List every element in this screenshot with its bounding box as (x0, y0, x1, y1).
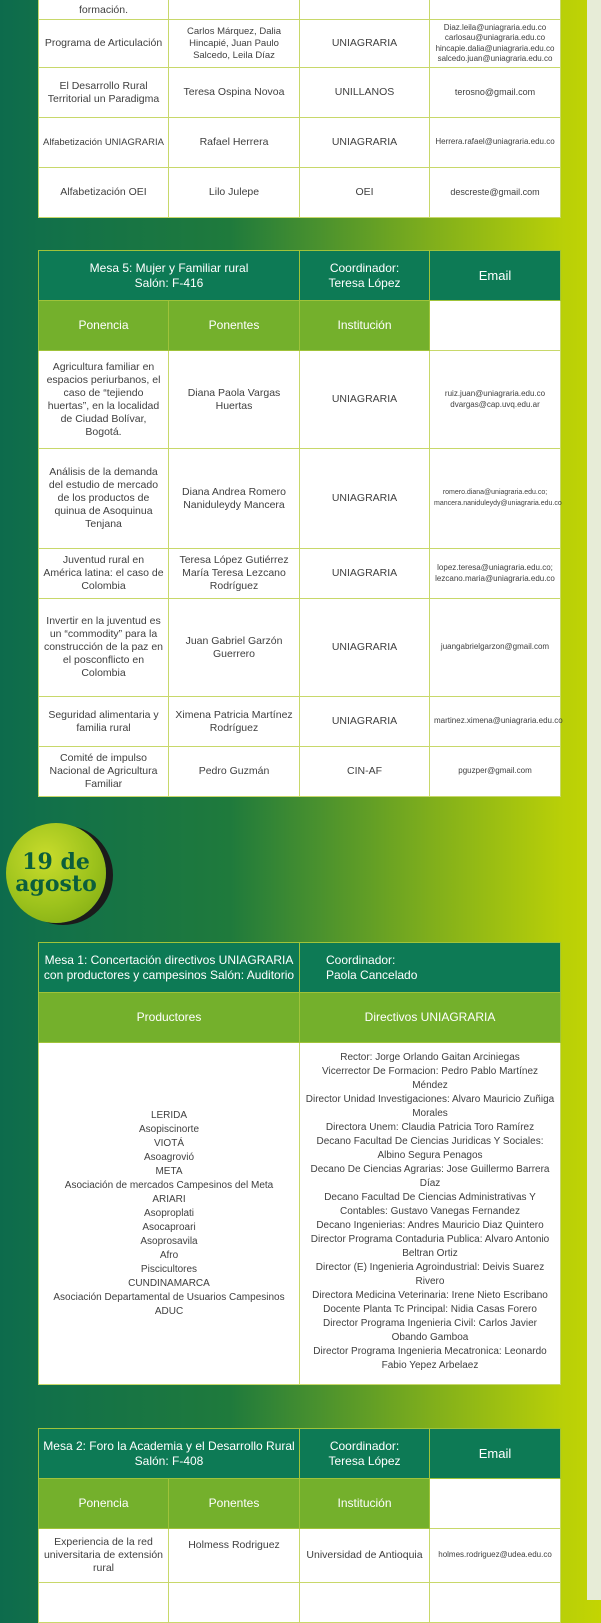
institucion-cell: UNIAGRARIA (300, 351, 430, 449)
institucion-cell (300, 0, 430, 20)
email-header: Email (430, 1429, 561, 1479)
ponencia-cell: Análisis de la demanda del estudio de mercado de los productos de quinua de Asoquinua Tenjana (39, 449, 169, 549)
table-row (39, 449, 561, 549)
table-row (39, 20, 561, 68)
table-row (39, 549, 561, 599)
list-item: Directora Medicina Veterinaria: Irene Nieto Escribano (312, 1290, 548, 1301)
table-row (39, 1529, 561, 1583)
table-row (39, 68, 561, 118)
email-cell: terosno@gmail.com (430, 68, 561, 118)
list-item: Afro (159, 1249, 179, 1261)
table-row (39, 168, 561, 218)
institucion-cell: UNIAGRARIA (300, 118, 430, 168)
ponentes-cell: Juan Gabriel Garzón Guerrero (169, 599, 300, 697)
table-row (39, 351, 561, 449)
col-productores: Productores (39, 993, 300, 1043)
email-header: Email (430, 251, 561, 301)
email-cell (430, 0, 561, 20)
email-cell: lopez.teresa@uniagraria.edu.co; lezcano.maria@uniagraria.edu.co (430, 549, 561, 599)
coordinator-label: Coordinador: (329, 260, 400, 275)
ponentes-cell: Rafael Herrera (169, 118, 300, 168)
list-item: Director Programa Contaduria Publica: Alvaro Antonio Beltran Ortiz (310, 1234, 550, 1259)
list-item: Piscicultores (140, 1263, 198, 1275)
mesa1-coordinator-cell (300, 943, 561, 993)
list-item: Director Unidad Investigaciones: Alvaro Mauricio Zuñiga Morales (305, 1094, 555, 1119)
mesa1-column-headers (39, 993, 561, 1043)
email-cell: ruiz.juan@uniagraria.edu.co dvargas@cap.uvq.edu.ar (430, 351, 561, 449)
mesa1-header-row (39, 943, 561, 993)
list-item: Decano De Ciencias Agrarias: Jose Guillermo Barrera Díaz (310, 1164, 550, 1189)
list-item: ADUC (154, 1305, 184, 1317)
email-cell: pguzper@gmail.com (430, 747, 561, 797)
list-item: Rector: Jorge Orlando Gaitan Arciniegas (340, 1052, 520, 1063)
email-cell: descreste@gmail.com (430, 168, 561, 218)
ponencia-cell: Alfabetización OEI (39, 168, 169, 218)
table-row (39, 697, 561, 747)
ponentes-cell: Ximena Patricia Martínez Rodríguez (169, 697, 300, 747)
col-ponencia: Ponencia (39, 301, 169, 351)
ponentes-cell: Lilo Julepe (169, 168, 300, 218)
email-cell: martinez.ximena@uniagraria.edu.co (430, 697, 561, 747)
mesa5-table (38, 250, 561, 797)
mesa5-header-row (39, 251, 561, 301)
mesa5-column-headers (39, 301, 561, 351)
institucion-cell: UNIAGRARIA (300, 449, 430, 549)
col-ponencia: Ponencia (39, 1479, 169, 1529)
list-item: META (155, 1165, 183, 1177)
productores-list (39, 1043, 300, 1385)
ponencia-cell: Experiencia de la red universitaria de extensión rural (39, 1529, 169, 1583)
table-row (39, 747, 561, 797)
coordinator-label: Coordinador: (329, 1438, 400, 1453)
ponencia-cell: formación. (39, 0, 169, 20)
institucion-cell: Universidad de Antioquia (300, 1529, 430, 1583)
ponentes-cell: Pedro Guzmán (169, 747, 300, 797)
ponentes-cell: Diana Andrea Romero Naniduleydy Mancera (169, 449, 300, 549)
list-item: Decano Facultad De Ciencias Administrativas Y Contables: Gustavo Vanegas Fernandez (324, 1192, 536, 1217)
ponentes-cell: Carlos Márquez, Dalia Hincapié, Juan Paulo Salcedo, Leila Díaz (169, 20, 300, 68)
ponencia-cell: Comité de impulso Nacional de Agricultura Familiar (39, 747, 169, 797)
page-right-edge (587, 0, 601, 1600)
institucion-cell (300, 1583, 430, 1623)
ponencia-cell: Agricultura familiar en espacios periurbanos, el caso de “tejiendo huertas”, en la localidad de Ciudad Bolívar, Bogotá. (39, 351, 169, 449)
ponentes-cell: Holmess Rodriguez (169, 1529, 300, 1583)
list-item: Vicerrector De Formacion: Pedro Pablo Martínez Méndez (321, 1066, 538, 1091)
list-item: Asopiscinorte (138, 1123, 200, 1135)
list-item: Asociación de mercados Campesinos del Meta (64, 1179, 274, 1191)
col-institucion: Institución (300, 1479, 430, 1529)
ponentes-cell: Teresa López Gutiérrez María Teresa Lezcano Rodríguez (169, 549, 300, 599)
list-item: Decano Facultad De Ciencias Juridicas Y Sociales: Albino Segura Penagos (316, 1136, 544, 1161)
mesa5-coordinator-cell (300, 251, 430, 301)
table-top-continuation (38, 0, 561, 218)
institucion-cell: UNIAGRARIA (300, 697, 430, 747)
mesa2-header-row (39, 1429, 561, 1479)
list-item: Decano Ingenierias: Andres Mauricio Diaz Quintero (316, 1220, 544, 1231)
col-ponentes: Ponentes (169, 1479, 300, 1529)
col-ponentes: Ponentes (169, 301, 300, 351)
list-item: Director Programa Ingenieria Mecatronica: Leonardo Fabio Yepez Arbelaez (313, 1346, 547, 1371)
ponencia-cell: Alfabetización UNIAGRARIA (39, 118, 169, 168)
ponentes-cell (169, 1583, 300, 1623)
institucion-cell: CIN-AF (300, 747, 430, 797)
table-row (39, 118, 561, 168)
ponentes-cell: Teresa Ospina Novoa (169, 68, 300, 118)
list-item: Asoagrovió (143, 1151, 195, 1163)
email-cell: Diaz.leila@uniagraria.edu.co carlosau@uniagraria.edu.co hincapie.dalia@uniagraria.edu.co salcedo.juan@uniagraria.edu.co (430, 20, 561, 68)
date-badge-line1: 19 de (22, 849, 90, 875)
date-badge-line2: agosto (15, 871, 97, 897)
ponencia-cell: Seguridad alimentaria y familia rural (39, 697, 169, 747)
list-item: VIOTÁ (153, 1137, 184, 1149)
coordinator-name: Paola Cancelado (326, 967, 418, 982)
mesa5-salon: Salón: F-416 (134, 275, 204, 290)
coordinator-name: Teresa López (328, 1453, 401, 1468)
list-item: Asocaproari (142, 1221, 196, 1233)
list-item: Directora Unem: Claudia Patricia Toro Ramírez (325, 1122, 535, 1133)
institucion-cell: UNIAGRARIA (300, 20, 430, 68)
ponencia-cell (39, 1583, 169, 1623)
mesa2-title: Mesa 2: Foro la Academia y el Desarrollo Rural Salón: F-408 (39, 1429, 300, 1479)
list-item: Docente Planta Tc Principal: Nidia Casas Forero (323, 1304, 537, 1315)
mesa5-title: Mesa 5: Mujer y Familiar rural (89, 260, 249, 275)
email-cell: romero.diana@uniagraria.edu.co; mancera.naniduleydy@uniagraria.edu.co (430, 449, 561, 549)
col-institucion: Institución (300, 301, 430, 351)
mesa1-table (38, 942, 561, 1385)
ponentes-cell (169, 0, 300, 20)
institucion-cell: UNILLANOS (300, 68, 430, 118)
institucion-cell: OEI (300, 168, 430, 218)
list-item: Director (E) Ingenieria Agroindustrial: Deivis Suarez Rivero (315, 1262, 545, 1287)
mesa1-content-row (39, 1043, 561, 1385)
ponencia-cell: Programa de Articulación (39, 20, 169, 68)
table-row (39, 1583, 561, 1623)
email-cell: juangabrielgarzon@gmail.com (430, 599, 561, 697)
email-cell (430, 1583, 561, 1623)
col-directivos: Directivos UNIAGRARIA (300, 993, 561, 1043)
list-item: ARIARI (152, 1193, 186, 1205)
mesa2-table (38, 1428, 561, 1623)
ponentes-cell: Diana Paola Vargas Huertas (169, 351, 300, 449)
mesa2-coordinator-cell (300, 1429, 430, 1479)
ponencia-cell: El Desarrollo Rural Territorial un Paradigma (39, 68, 169, 118)
list-item: Asoproplati (143, 1207, 195, 1219)
table-row (39, 599, 561, 697)
col-email-blank (430, 301, 561, 351)
list-item: CUNDINAMARCA (128, 1277, 210, 1289)
mesa5-title-cell (39, 251, 300, 301)
table-row (39, 0, 561, 20)
list-item: Asociación Departamental de Usuarios Campesinos (53, 1291, 285, 1303)
coordinator-name: Teresa López (328, 275, 401, 290)
list-item: Asoprosavila (140, 1235, 198, 1247)
mesa2-column-headers (39, 1479, 561, 1529)
list-item: LERIDA (150, 1109, 188, 1121)
institucion-cell: UNIAGRARIA (300, 549, 430, 599)
email-cell: holmes.rodriguez@udea.edu.co (430, 1529, 561, 1583)
coordinator-label: Coordinador: (326, 952, 396, 967)
list-item: Director Programa Ingenieria Civil: Carlos Javier Obando Gamboa (323, 1318, 537, 1343)
email-cell: Herrera.rafael@uniagraria.edu.co (430, 118, 561, 168)
institucion-cell: UNIAGRARIA (300, 599, 430, 697)
mesa1-title: Mesa 1: Concertación directivos UNIAGRARIA con productores y campesinos Salón: Auditorio (39, 943, 300, 993)
directivos-list (300, 1043, 561, 1385)
date-badge (6, 823, 106, 923)
ponencia-cell: Juventud rural en América latina: el caso de Colombia (39, 549, 169, 599)
col-email-blank (430, 1479, 561, 1529)
ponencia-cell: Invertir en la juventud es un “commodity” para la construcción de la paz en el posconflicto en Colombia (39, 599, 169, 697)
